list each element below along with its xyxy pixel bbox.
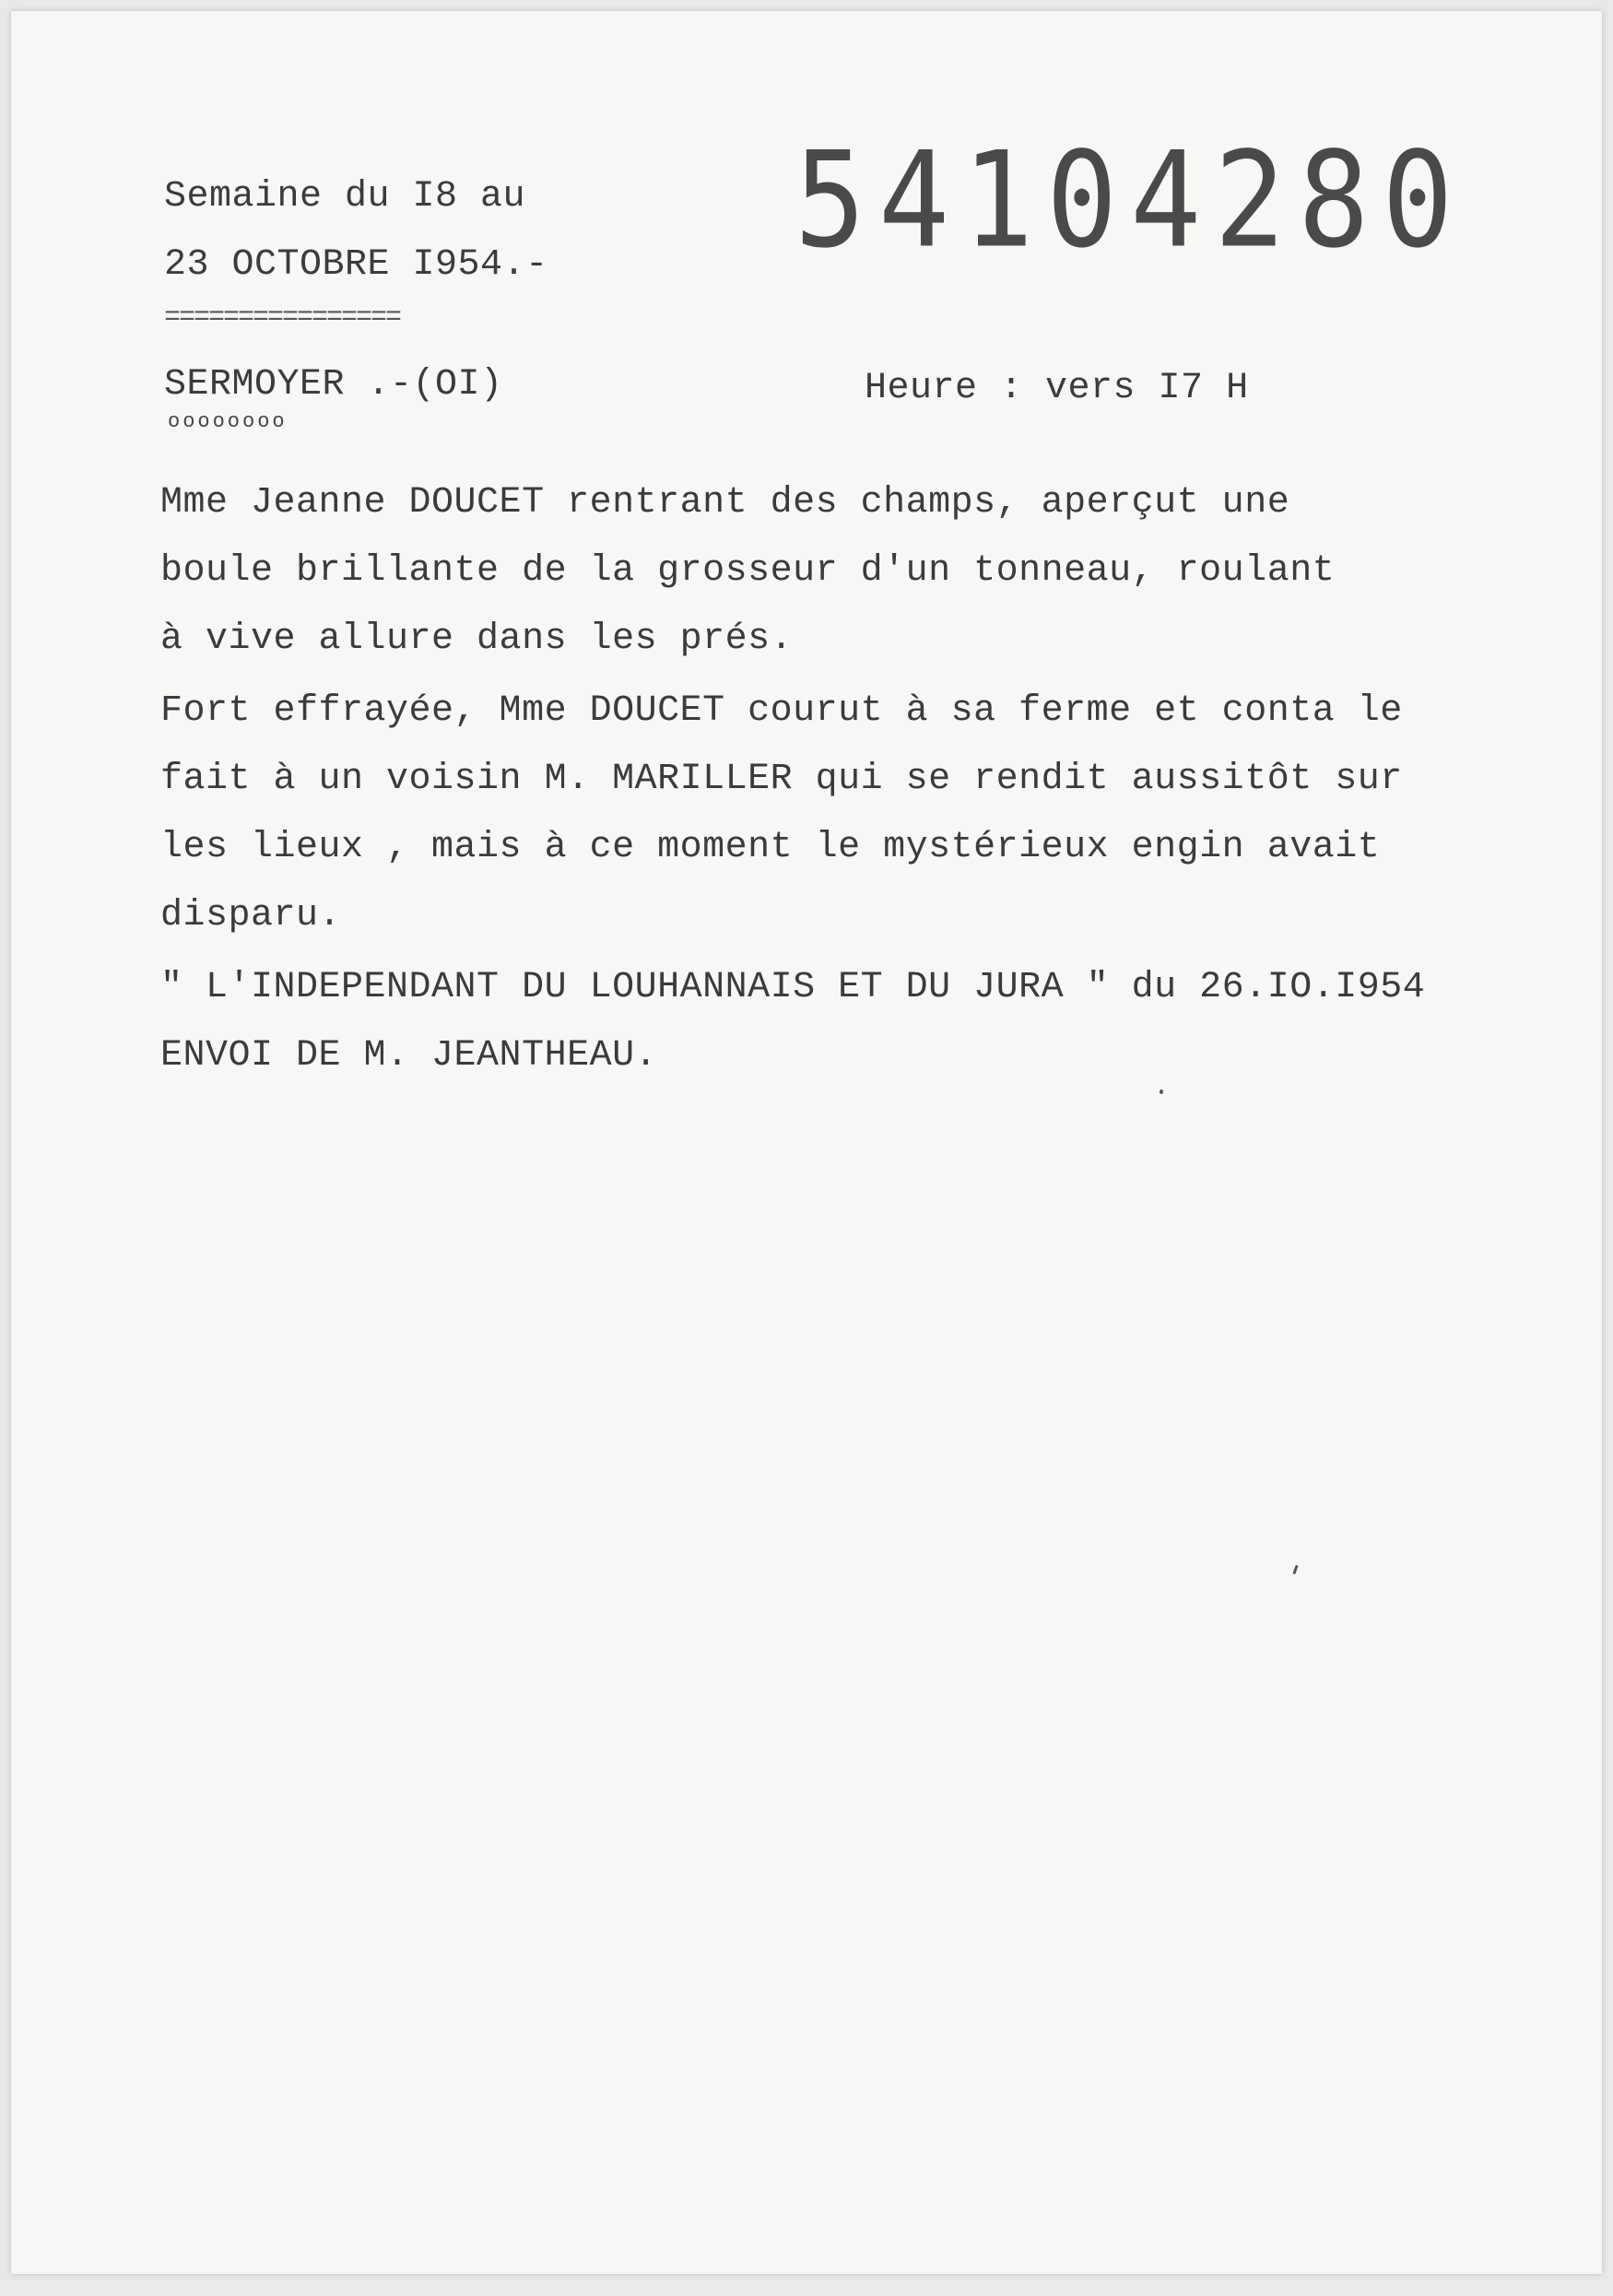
week-line-2: 23 OCTOBRE I954.- bbox=[164, 244, 548, 286]
document-page bbox=[11, 11, 1602, 2274]
location-underline: oooooooo bbox=[168, 410, 288, 433]
body-line-2: boule brillante de la grosseur d'un tonneau, roulant bbox=[160, 550, 1336, 592]
week-line-1: Semaine du I8 au bbox=[164, 176, 526, 218]
body-line-5: fait à un voisin M. MARILLER qui se rendit aussitôt sur bbox=[160, 759, 1403, 800]
time-of-event: Heure : vers I7 H bbox=[865, 368, 1249, 409]
sender-line: ENVOI DE M. JEANTHEAU. bbox=[160, 1035, 658, 1077]
header-rule: ================ bbox=[164, 302, 401, 334]
body-line-4: Fort effrayée, Mme DOUCET courut à sa ferme et conta le bbox=[160, 690, 1403, 732]
paper-speck bbox=[1160, 1089, 1163, 1094]
source-citation: " L'INDEPENDANT DU LOUHANNAIS ET DU JURA " du 26.IO.I954 bbox=[160, 967, 1426, 1008]
body-line-3: à vive allure dans les prés. bbox=[160, 618, 794, 660]
body-line-7: disparu. bbox=[160, 895, 342, 936]
reference-number: 54104280 bbox=[795, 124, 1466, 278]
body-line-1: Mme Jeanne DOUCET rentrant des champs, aperçut une bbox=[160, 482, 1290, 524]
location-heading: SERMOYER .-(OI) bbox=[164, 364, 503, 406]
body-line-6: les lieux , mais à ce moment le mystérieux engin avait bbox=[160, 827, 1381, 868]
paper-speck bbox=[1292, 1565, 1298, 1574]
